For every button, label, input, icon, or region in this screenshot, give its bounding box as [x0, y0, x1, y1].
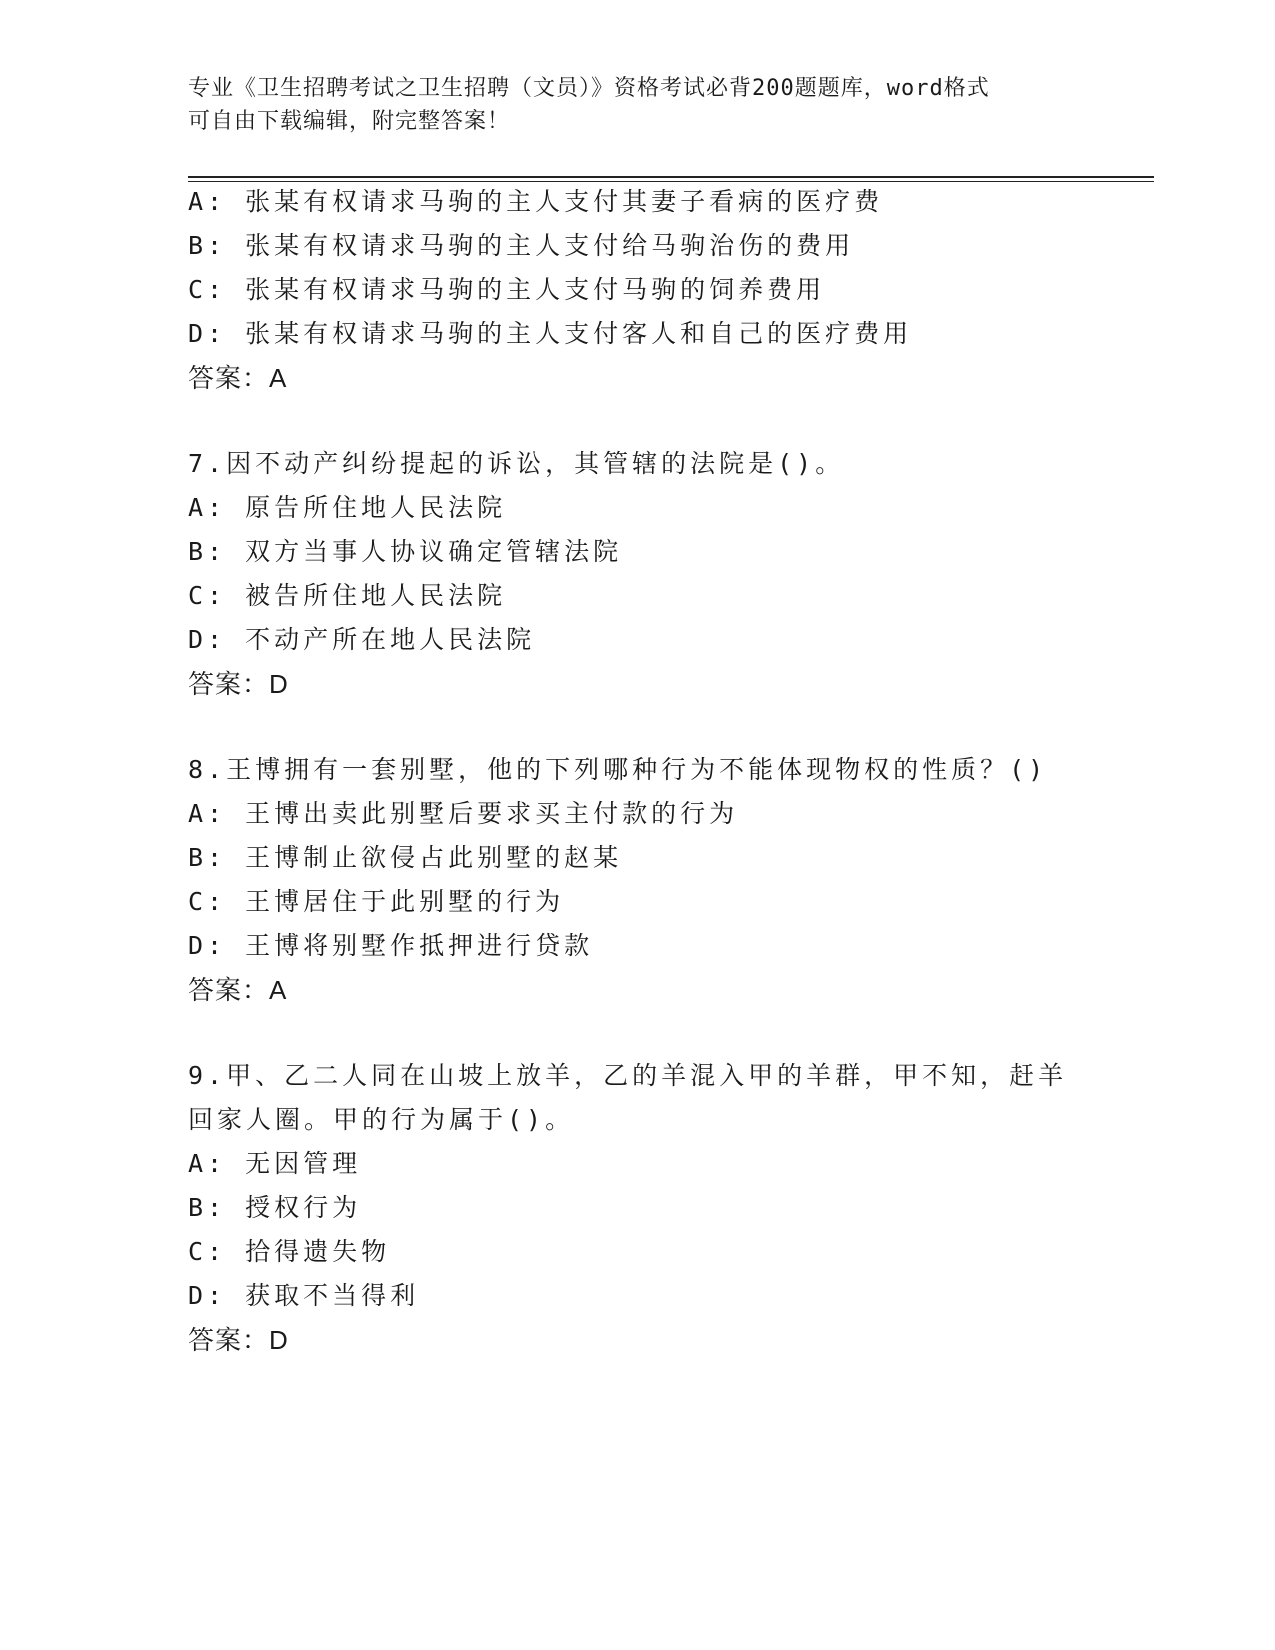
q8-option-c: C: 王博居住于此别墅的行为 — [188, 887, 565, 916]
q8-option-d: D: 王博将别墅作抵押进行贷款 — [188, 931, 594, 960]
q8-option-b: B: 王博制止欲侵占此别墅的赵某 — [188, 843, 623, 872]
q7-option-c: C: 被告所住地人民法院 — [188, 581, 507, 610]
q7-option-d: D: 不动产所在地人民法院 — [188, 625, 536, 654]
q8-option-a: A: 王博出卖此别墅后要求买主付款的行为 — [188, 799, 739, 828]
header-line-1: 专业《卫生招聘考试之卫生招聘（文员）》资格考试必背200题题库，word格式 — [188, 76, 990, 101]
header-divider-thin — [188, 181, 1154, 182]
q9-answer: 答案：D — [188, 1325, 289, 1355]
header-divider-thick — [188, 176, 1154, 178]
header-line-2: 可自由下载编辑，附完整答案！ — [188, 109, 511, 134]
q7-option-a: A: 原告所住地人民法院 — [188, 493, 507, 522]
q7-option-b: B: 双方当事人协议确定管辖法院 — [188, 537, 623, 566]
q7-question: 7.因不动产纠纷提起的诉讼，其管辖的法院是()。 — [188, 449, 845, 478]
document-header — [188, 72, 1088, 138]
q9-option-d: D: 获取不当得利 — [188, 1281, 420, 1310]
q6-option-d: D: 张某有权请求马驹的主人支付客人和自己的医疗费用 — [188, 319, 913, 348]
q7-answer: 答案：D — [188, 669, 289, 699]
q8-question: 8.王博拥有一套别墅，他的下列哪种行为不能体现物权的性质？() — [188, 755, 1048, 784]
q6-option-a: A: 张某有权请求马驹的主人支付其妻子看病的医疗费 — [188, 187, 884, 216]
q9-option-c: C: 拾得遗失物 — [188, 1237, 391, 1266]
q9-option-b: B: 授权行为 — [188, 1193, 362, 1222]
q9-option-a: A: 无因管理 — [188, 1149, 362, 1178]
q6-option-b: B: 张某有权请求马驹的主人支付给马驹治伤的费用 — [188, 231, 855, 260]
q6-answer: 答案：A — [188, 363, 288, 393]
q9-question-line-1: 9.甲、乙二人同在山坡上放羊，乙的羊混入甲的羊群，甲不知，赶羊 — [188, 1061, 1068, 1090]
q6-option-c: C: 张某有权请求马驹的主人支付马驹的饲养费用 — [188, 275, 826, 304]
q9-question-line-2: 回家人圈。甲的行为属于()。 — [188, 1105, 575, 1134]
q8-answer: 答案：A — [188, 975, 288, 1005]
